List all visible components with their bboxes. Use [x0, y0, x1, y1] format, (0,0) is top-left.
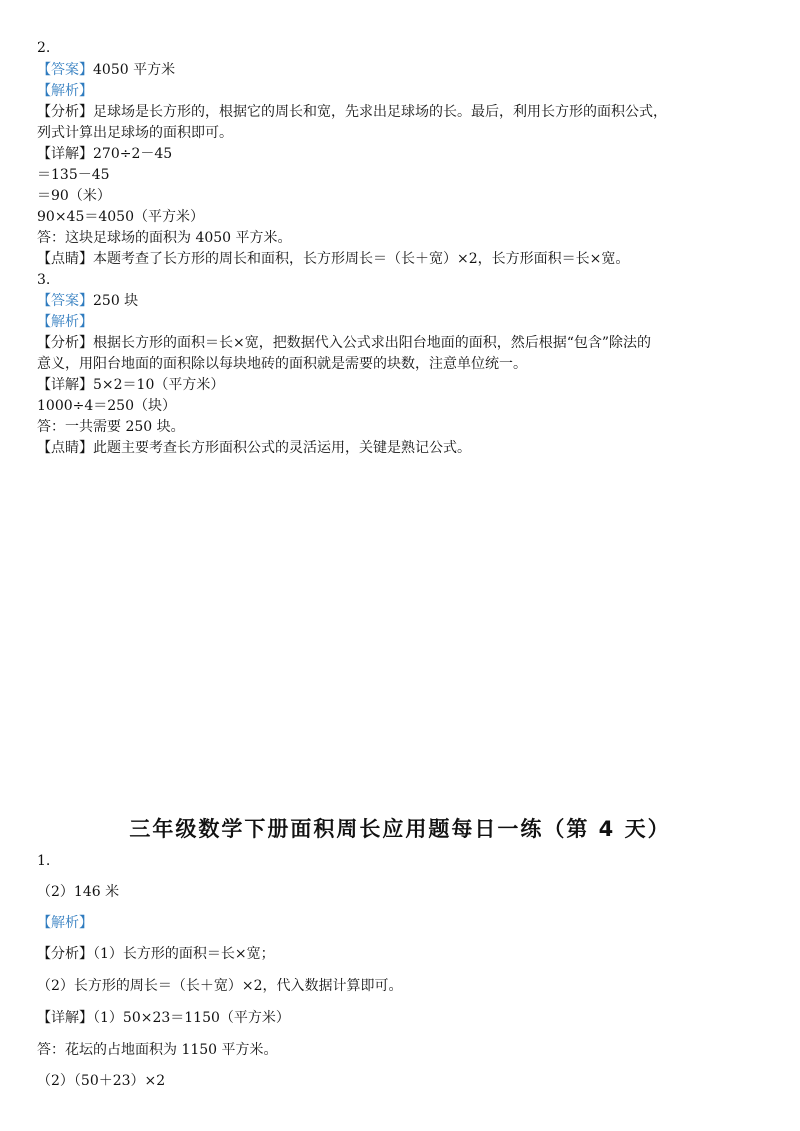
b-q1-number: 1.: [37, 853, 51, 869]
q2-point-line: [37, 249, 629, 269]
q2-analysis-line1: [37, 102, 667, 122]
q3-answer-line: [37, 291, 138, 311]
q3-point-line: [37, 438, 471, 458]
detail-tag: 【详解】: [37, 377, 93, 393]
jiexi-tag: 【解析】: [37, 314, 93, 330]
q2-analysis-line2: 列式计算出足球场的面积即可。: [37, 125, 233, 141]
q2-detail-line1: [37, 144, 172, 164]
q3-detail-line1: [37, 375, 224, 395]
answer-tag: 【答案】: [37, 293, 93, 309]
point-tag: 【点睛】: [37, 251, 93, 267]
point-text: 本题考查了长方形的周长和面积，长方形周长＝（长＋宽）×2，长方形面积＝长×宽。: [93, 251, 630, 267]
b-q1-part2-answer: （2）146 米: [37, 884, 120, 900]
q3-detail-line2: 1000÷4＝250（块）: [37, 398, 176, 414]
b-q1-detail-line1: [37, 1008, 290, 1028]
q3-detail-line3: 答：一共需要 250 块。: [37, 419, 185, 435]
answer-text: 250 块: [93, 293, 139, 309]
q3-analysis-line2: 意义，用阳台地面的面积除以每块地砖的面积就是需要的块数，注意单位统一。: [37, 356, 527, 372]
b-q1-analysis-line1: [37, 944, 275, 964]
q3-number: 3.: [37, 272, 51, 288]
q3-analysis-line1: [37, 333, 651, 353]
detail-text: （1）50×23＝1150（平方米）: [93, 1010, 290, 1026]
analysis-text: 足球场是长方形的，根据它的周长和宽，先求出足球场的长。最后，利用长方形的面积公式，: [93, 104, 667, 120]
analysis-text: （1）长方形的面积＝长×宽；: [93, 946, 275, 962]
q2-detail-line2: ＝135－45: [37, 167, 110, 183]
analysis-text: 根据长方形的面积＝长×宽，把数据代入公式求出阳台地面的面积，然后根据“包含”除法的: [93, 335, 652, 351]
analysis-tag: 【分析】: [37, 104, 93, 120]
q2-number: 2.: [37, 40, 51, 56]
b-q1-detail-line2: 答：花坛的占地面积为 1150 平方米。: [37, 1042, 278, 1058]
jiexi-tag: 【解析】: [37, 83, 93, 99]
detail-text: 5×2＝10（平方米）: [93, 377, 225, 393]
detail-tag: 【详解】: [37, 146, 93, 162]
q2-detail-line5: 答：这块足球场的面积为 4050 平方米。: [37, 230, 292, 246]
b-q1-analysis-line2: （2）长方形的周长＝（长＋宽）×2，代入数据计算即可。: [37, 978, 403, 994]
detail-tag: 【详解】: [37, 1010, 93, 1026]
answer-tag: 【答案】: [37, 62, 93, 78]
analysis-tag: 【分析】: [37, 946, 93, 962]
analysis-tag: 【分析】: [37, 335, 93, 351]
point-tag: 【点睛】: [37, 440, 93, 456]
b-q1-detail-line3: （2）（50＋23）×2: [37, 1073, 166, 1089]
point-text: 此题主要考查长方形面积公式的灵活运用，关键是熟记公式。: [93, 440, 471, 456]
answer-text: 4050 平方米: [93, 62, 176, 78]
q2-answer-line: [37, 60, 175, 80]
page-title: 三年级数学下册面积周长应用题每日一练（第 4 天）: [129, 817, 671, 841]
jiexi-tag: 【解析】: [37, 915, 93, 931]
q2-detail-line3: ＝90（米）: [37, 188, 111, 204]
q2-detail-line4: 90×45＝4050（平方米）: [37, 209, 204, 225]
detail-text: 270÷2－45: [93, 146, 173, 162]
